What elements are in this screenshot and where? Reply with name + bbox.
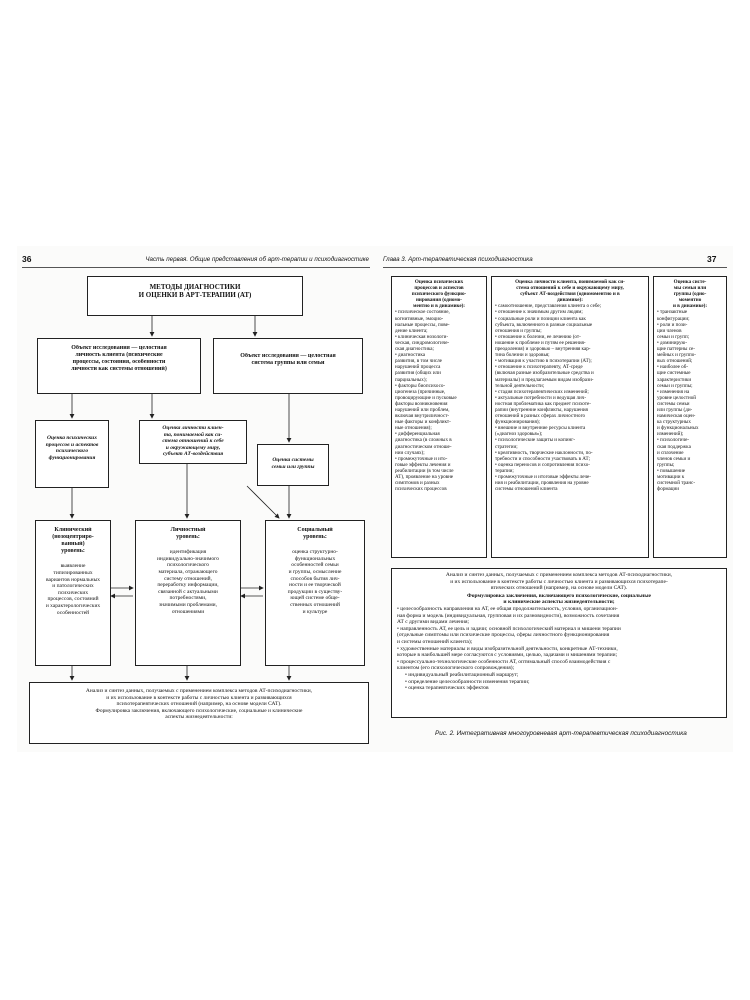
col1-title-line: нирования (одномо- (415, 297, 463, 304)
col3-item-line: и сплочение (657, 449, 684, 456)
level-social-body-line: и культуре (302, 608, 328, 615)
col2-item-line: • оценка переносов и сопротивления психо- (495, 461, 590, 468)
left-page-number: 36 (22, 254, 32, 264)
factors-line: диагностика (в сложных в (395, 437, 452, 444)
object-client-line: личность клиента (психические (75, 352, 163, 359)
factors-line: развития, в том числе (395, 358, 442, 365)
synthesis-line: Формулировка заключения, включающего психологические, социальные и клинические (95, 707, 303, 714)
level-clinical-title-line: (нозоцентриро- (52, 534, 94, 541)
level-personal-body-line: индивидуально-значимого (156, 555, 220, 562)
col3-item-line: ка структурных (657, 419, 691, 426)
col3-item-line: намическая оцен- (657, 413, 696, 420)
conclusion-item-line: • направленность АТ, ее цель и задачи; основной психологический материал и мишени терапии (397, 625, 621, 632)
col3-item-line: формации (657, 486, 679, 493)
col1-item-line: ская диагностика; (395, 346, 434, 353)
col3-item-line: щие системные (657, 370, 691, 377)
left-running-header: Часть первая. Общие представления об арт-терапии и психодиагностике (145, 256, 369, 263)
object-client-box (37, 338, 201, 394)
eval-personality-line: та, понимаемой как си- (163, 431, 223, 438)
col3-item-line: системной транс- (657, 480, 696, 487)
level-personal-box (135, 520, 241, 666)
conclusion-item-line: АТ с другими видами лечения; (397, 619, 470, 626)
col1-item-line: нальные процессы, пове- (395, 321, 450, 328)
eval-personality-box (139, 420, 247, 464)
col2-item-line: (включая разные изобразительные средства и (495, 370, 594, 377)
col3-item-line: • изменения на (657, 388, 690, 395)
eval-group-line: семьи или группы (271, 463, 315, 470)
conclusion-item-line: • художественные материалы и виды изобразительной деятельности, конкретные АТ-техники, (397, 645, 618, 652)
conclusion-item-line: • оценка терапевтических эффектов (405, 685, 489, 692)
col2-title-line: динамике): (557, 297, 583, 304)
synthesis-box (29, 682, 369, 744)
col3-title-line: и в динамике): (672, 303, 708, 310)
col2-title-line: Оценка личности клиента, понимаемой как си- (515, 279, 625, 285)
col2-item-line: («диагноз здоровья»); (495, 431, 543, 438)
col2-item-line: стратегии; (495, 443, 518, 450)
col1-title-line: процессов и аспектов (414, 285, 464, 292)
col3-item-line: • роли и пози- (657, 321, 688, 328)
col3-item-line: или группы (ди- (657, 406, 693, 413)
col2-item-line: отношения и группы; (495, 327, 542, 334)
col1-item-line: когнитивные, эмоцио- (395, 315, 444, 322)
level-social-body-line: функциональных (294, 555, 336, 562)
eval-personality-line: Оценка личности клиен- (162, 425, 224, 431)
col2-item-line: • внешние и внутренние ресурсы клиента (495, 425, 586, 432)
level-personal-body-line: переработку информации, (157, 582, 219, 589)
object-group-line: Объект исследования — целостная (240, 353, 336, 359)
eval-group-box (257, 444, 329, 486)
right-running-header: Глава 3. Арт-терапевтическая психодиагностика (383, 256, 533, 263)
col3-item-line: системы семьи (657, 400, 690, 407)
col1-item-line: • психическое состояние, (395, 309, 450, 316)
object-group-box (213, 338, 363, 394)
col2-item-line: тина болезни и здоровья; (495, 352, 550, 359)
conclusion-item-line: • определение целесообразности изменения терапии; (405, 678, 530, 685)
factors-line: реабилитации (в том числе (395, 467, 454, 474)
level-social-body-line: ности и ее творческой (289, 582, 341, 589)
col2-item-line: • креативность, творческие наклонности, по- (495, 449, 593, 456)
right-page-number: 37 (707, 254, 717, 264)
factors-line: психических процессов (395, 486, 447, 493)
factors-line: нии случаях); (395, 449, 425, 456)
col3-item-line: и функциональных (657, 425, 699, 432)
level-personal-body-line: отношениями (171, 608, 205, 615)
col2-item-line: • психологические защиты и копинг- (495, 437, 576, 444)
level-social-body-line: ющей системе обще- (290, 595, 340, 602)
level-clinical-body-line: психических (57, 589, 89, 596)
conclusion-item-line: • процессуально-технологические особенности АТ, оптимальный способ взаимодействия с (397, 658, 611, 665)
level-social-body-line: и группы, осмысление (288, 568, 342, 575)
factors-line: ные факторы и конфликт- (395, 419, 451, 426)
col3-item-line: мотивации к (657, 474, 685, 480)
conclusion-heading-line: и клинические аспекты жизнедеятельности; (503, 599, 615, 606)
right-header-rule (383, 267, 727, 268)
object-client-line: процессы, состояния, особенности (72, 359, 166, 366)
level-social-title-line: уровень: (303, 534, 327, 541)
factors-line: факторы возникновения (395, 400, 448, 407)
col2-title-line: субъект АТ-воздействия (одномоментно и в (520, 291, 620, 298)
object-group-line: система группы или семьи (251, 360, 325, 367)
col2-item-line: • социальные роли и позиции клиента как (495, 315, 586, 322)
col3-title-line: Оценка систе- (673, 279, 707, 285)
factors-line: • дифференциальная (395, 431, 440, 438)
col2-item-line: требности и способности участвовать в АТ; (495, 455, 591, 462)
level-personal-body-line: связанной с актуальными (158, 588, 218, 595)
conclusion-heading-line: Формулировка заключения, включающего психологические, социальные (467, 592, 651, 599)
col3-item-line: изменений); (657, 431, 684, 438)
level-clinical-body-line: вариантов нормальных (45, 576, 101, 583)
factors-line: ные отношения); (395, 425, 432, 432)
conclusion-box (391, 568, 727, 718)
col3-item-line: группы; (657, 461, 675, 468)
conclusion-item-line: ная форма и модель (индивидуальная, групповая и их разновидности), возможность сочетания (397, 612, 620, 619)
col2-item-line: • актуальные потребности и ведущая лич- (495, 394, 587, 401)
conclusion-item-line: и системы отношений клиента); (397, 638, 473, 645)
eval-group-line: Оценка системы (272, 457, 314, 463)
factors-line: циогенеза (причинные, (395, 388, 446, 395)
level-personal-title-line: Личностный (170, 527, 206, 533)
col1-title-line: Оценка психических (414, 279, 464, 285)
level-clinical-body-line: и патологических (52, 583, 94, 590)
analysis-intro-line: и их использование в контексте работы с личностью клиента и развивающихся психотерапе- (450, 578, 668, 585)
factors-line: нарушений процесса (395, 364, 441, 371)
col3-title-line: группы (одно- (673, 291, 707, 298)
col1-item-line: дение клиента; (395, 327, 428, 334)
col3-item-line: • доминирую- (657, 339, 688, 346)
col1-item-line: • клиническая нозологи- (395, 333, 449, 340)
diagnostics-methods-title-box (87, 276, 303, 316)
level-personal-title-line: уровень: (176, 534, 200, 541)
analysis-intro-line: втических отношений (например, на основе модели САТ). (490, 585, 628, 592)
level-social-body-line: продукции в существу- (287, 588, 343, 595)
conclusion-item-line: которые в наибольшей мере согласуются с условиями, целью, задачами и мишенями терапии; (397, 652, 618, 659)
col3-item-line: ская поддержка (657, 443, 691, 450)
level-clinical-body-line: выявление (60, 563, 86, 570)
col2-item-line: рапии (внутренние конфликты, нарушения (495, 406, 588, 413)
col3-item-line: • транзактные (657, 309, 688, 316)
col3-item-line: ции членов (657, 327, 682, 334)
col2-item-line: ностная проблематика как предмет психоте- (495, 400, 591, 407)
col2-item-line: отношений в разных сферах личностного (495, 413, 586, 420)
col2-item-line: • стадия психотерапевтических изменений; (495, 388, 589, 395)
factors-line: провоцирующие и пусковые (395, 394, 457, 401)
synthesis-line: психотерапевтических отношений (например, на основе модели САТ). (116, 701, 282, 708)
col2-item-line: • мотивация к участию в психотерапии (АТ); (495, 358, 592, 365)
assessment-group-panel (653, 276, 727, 558)
assessment-processes-panel (391, 276, 487, 558)
factors-line: симптомов и разных (395, 480, 440, 487)
eval-personality-line: и окружающему миру, (165, 444, 221, 451)
col2-item-line: субъекта, включенного в разные социальные (495, 321, 593, 328)
factors-line: • факторы биопсихосо- (395, 382, 446, 389)
eval-processes-box (35, 420, 109, 488)
level-clinical-body-line: процессов, состояний (47, 596, 99, 603)
col2-item-line: • самоотношение, представления клиента о себе; (495, 303, 602, 310)
factors-line: развития (общих или (395, 370, 441, 377)
col2-item-line: • отношение к психотерапевту, АТ-среде (495, 364, 583, 371)
level-clinical-body-line: и характерологических (45, 602, 101, 609)
factors-line: • диагностика (395, 352, 425, 359)
col2-item-line: тельной деятельности; (495, 382, 545, 389)
level-clinical-box (35, 520, 111, 666)
col3-item-line: семьи и групп; (657, 333, 690, 340)
synthesis-line: и их использование в контексте работы с личностью клиента и развивающихся (106, 694, 292, 701)
level-clinical-body-line: типизированных (53, 569, 93, 576)
synthesis-line: Анализ и синтез данных, получаемых с применением комплекса методов АТ-психодиагностики, (85, 688, 313, 694)
col3-item-line: характеристики (657, 376, 692, 383)
figure-caption: Рис. 2. Интегративная многоуровневая арт-терапевтическая психодиагностика (435, 730, 687, 737)
level-personal-body-line: психологического (166, 562, 210, 569)
level-social-body-line: ственных отношений (290, 601, 340, 608)
synthesis-line: аспекты жизнедеятельности: (165, 714, 233, 721)
factors-line: включая внутриличност- (395, 413, 450, 420)
col3-item-line: • повышение (657, 467, 686, 474)
col3-item-line: уровне целостной (657, 394, 696, 401)
eval-personality-line: стема отношений к себе (162, 438, 224, 445)
level-personal-body-line: идентификация (169, 549, 207, 556)
level-social-body-line: оценка структурно- (292, 549, 338, 556)
level-social-box (265, 520, 365, 666)
factors-line: диагностическом отноше- (395, 443, 452, 450)
factors-line: АТ), проявление на уровне (395, 474, 454, 480)
col3-item-line: конфигурации; (657, 315, 690, 322)
conclusion-item-line: • индивидуальный реабилитационный маршрут; (405, 671, 519, 678)
col3-item-line: щие паттерны се- (657, 346, 695, 353)
level-personal-body-line: систему отношений, (164, 575, 212, 582)
eval-processes-line: функционирования (48, 454, 96, 461)
col3-item-line: семьи и группы; (657, 382, 693, 389)
col2-item-line: • отношение к болезни, ее лечению (от- (495, 333, 581, 340)
col3-item-line: • психологиче- (657, 437, 690, 444)
col1-item-line: ческая, синдромологиче- (395, 339, 450, 346)
level-social-body-line: способов бытия лич- (290, 575, 340, 582)
eval-processes-line: психического (55, 448, 89, 455)
col3-item-line: • наиболее об- (657, 364, 689, 371)
col2-item-line: функционирования); (495, 419, 540, 426)
analysis-intro-line: Анализ и синтез данных, получаемых с применением комплекса методов АТ-психодиагностики, (445, 572, 673, 578)
level-social-body-line: особенностей семьи (291, 562, 339, 569)
spacer (137, 468, 143, 472)
col3-item-line: членов семьи и (657, 455, 691, 462)
col3-item-line: вых отношений; (657, 358, 693, 365)
factors-line: • промежуточные и ито- (395, 455, 448, 462)
title-line: МЕТОДЫ ДИАГНОСТИКИ (149, 283, 241, 291)
book-spread (17, 246, 733, 752)
title-line: И ОЦЕНКИ В АРТ-ТЕРАПИИ (АТ) (138, 291, 252, 300)
level-clinical-body-line: особенностей (56, 609, 90, 616)
conclusion-item-line: • целесообразность направления на АТ, ее общая продолжительность, условия, организацион- (397, 605, 618, 612)
col2-item-line: ношение к проблеме и путям ее решения- (495, 339, 586, 346)
level-personal-body-line: потребностями, (169, 595, 207, 602)
factors-line: говые эффекты лечения и (395, 461, 451, 468)
col2-item-line: • отношение к значимым другим людям; (495, 309, 583, 316)
col2-item-line: материалы) и предлагаемым видам изобрази- (495, 376, 594, 383)
eval-processes-line: Оценка психических (47, 435, 97, 441)
level-social-title-line: Социальный (297, 527, 333, 533)
assessment-personality-panel (491, 276, 649, 558)
level-personal-body-line: материала, отражающего (158, 568, 218, 575)
col3-title-line: моментно (678, 297, 702, 304)
eval-personality-line: субъект АТ-воздействия (162, 451, 224, 458)
col1-title-line: психического функцио- (411, 291, 467, 298)
level-personal-body-line: значимыми проблемами, (159, 601, 217, 608)
col2-item-line: • промежуточные и итоговые эффекты лече- (495, 474, 591, 480)
conclusion-item-line: (отдельные симптомы или психические процессы, сферы личностного функционирования (397, 632, 610, 639)
col1-title-line: ментно и в динамике): (412, 303, 465, 310)
factors-line: нарушений или проблем, (395, 406, 450, 413)
col2-title-line: стема отношений к себе и окружающему миру, (516, 285, 624, 292)
eval-processes-line: процессов и аспектов (45, 441, 99, 448)
col2-item-line: терапии; (495, 467, 514, 474)
col3-item-line: мейных и группо- (657, 352, 696, 359)
col2-item-line: системы отношений клиента (495, 486, 558, 493)
col3-title-line: мы семьи или (673, 285, 707, 292)
object-client-line: Объект исследования — целостная (71, 345, 167, 351)
col2-item-line: ния и реабилитации, проявления на уровне (495, 480, 589, 487)
level-clinical-title-line: Клинический (54, 527, 92, 533)
level-clinical-title-line: уровень: (61, 548, 85, 555)
level-clinical-title-line: ванный) (61, 541, 85, 548)
col2-item-line: преодоления) и здоровью – внутренняя кар- (495, 346, 591, 353)
conclusion-item-line: клиентом (его психологического сопровождения); (397, 665, 515, 672)
factors-line: парциальных); (395, 376, 427, 383)
object-client-line: личности как системы отношений) (71, 366, 167, 373)
